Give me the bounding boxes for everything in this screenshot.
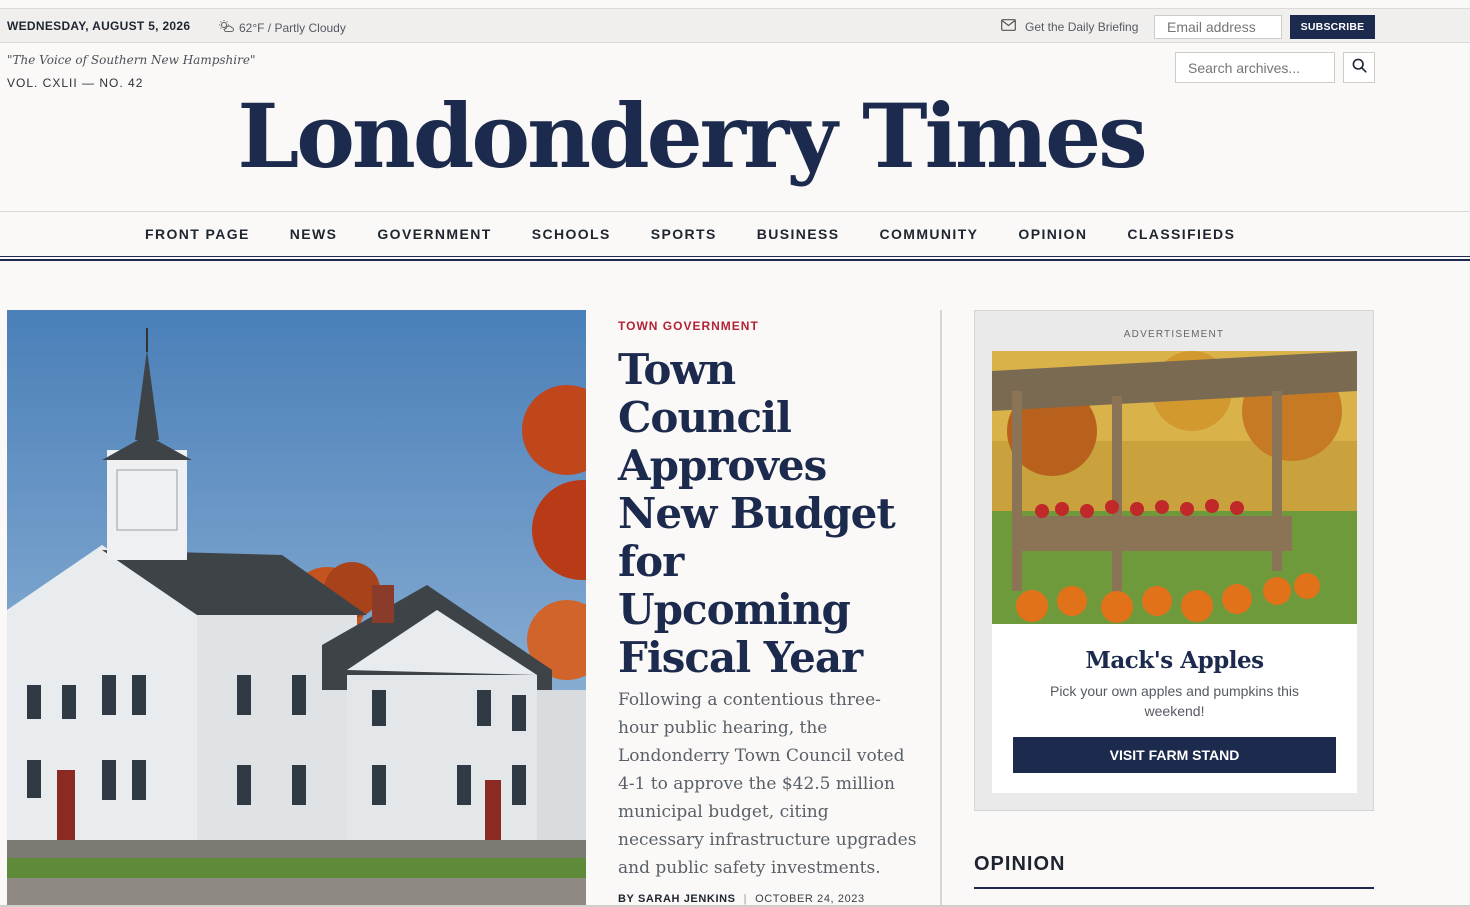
byline-author[interactable]: BY SARAH JENKINS [618, 893, 736, 905]
ad-label: ADVERTISEMENT [1123, 329, 1225, 340]
nav-item-government[interactable]: GOVERNMENT [377, 226, 492, 242]
nav-item-opinion[interactable]: OPINION [1018, 226, 1088, 242]
masthead-tagline: "The Voice of Southern New Hampshire" [7, 53, 256, 67]
nav-item-sports[interactable]: SPORTS [650, 226, 717, 242]
lead-story-image[interactable] [7, 310, 586, 907]
nav-item-community[interactable]: COMMUNITY [879, 226, 979, 242]
byline-separator: | [743, 893, 748, 905]
visit-farm-stand-button[interactable]: VISIT FARM STAND [1013, 737, 1336, 773]
nav-item-business[interactable]: BUSINESS [756, 226, 840, 242]
byline [618, 893, 865, 905]
daily-briefing-promo [1001, 19, 1138, 34]
story-kicker[interactable]: TOWN GOVERNMENT [618, 319, 759, 333]
current-date: WEDNESDAY, AUGUST 5, 2026 [7, 19, 191, 33]
ad-card [992, 351, 1357, 793]
ad-text: Pick your own apples and pumpkins this weekend! [1049, 683, 1300, 719]
newspaper-logo[interactable]: Londonderry Times [237, 84, 1145, 188]
volume-number: VOL. CXLII — NO. 42 [7, 76, 144, 90]
top-utility-bar [0, 8, 1470, 43]
ad-title: Mack's Apples [1085, 647, 1264, 674]
advertisement [974, 310, 1374, 811]
weather-icon [218, 19, 234, 36]
subscribe-button[interactable]: SUBSCRIBE [1290, 15, 1375, 39]
nav-item-front-page[interactable]: FRONT PAGE [145, 226, 250, 242]
email-field[interactable] [1154, 15, 1282, 39]
weather-text: 62°F / Partly Cloudy [239, 20, 346, 35]
nav-item-schools[interactable]: SCHOOLS [531, 226, 611, 242]
nav-item-classifieds[interactable]: CLASSIFIEDS [1127, 226, 1236, 242]
mail-icon [1001, 19, 1016, 34]
nav-item-news[interactable]: NEWS [289, 226, 338, 242]
opinion-section-heading[interactable]: OPINION [974, 853, 1374, 889]
weather-widget [218, 19, 346, 36]
farm-stand-image[interactable] [992, 351, 1357, 624]
lead-summary: Following a contentious three-hour public hearing, the Londonderry Town Council voted 4-1 to approve the $42.5 million municipal budget, citing necessary infrastructure upgrades and public safety investments. [618, 690, 917, 878]
lead-headline[interactable]: Town Council Approves New Budget for Upcoming Fiscal Year [618, 345, 895, 682]
column-divider [940, 310, 942, 907]
search-icon [1352, 58, 1367, 78]
main-navigation [0, 211, 1470, 257]
briefing-label: Get the Daily Briefing [1025, 19, 1139, 34]
byline-date: OCTOBER 24, 2023 [755, 893, 865, 905]
